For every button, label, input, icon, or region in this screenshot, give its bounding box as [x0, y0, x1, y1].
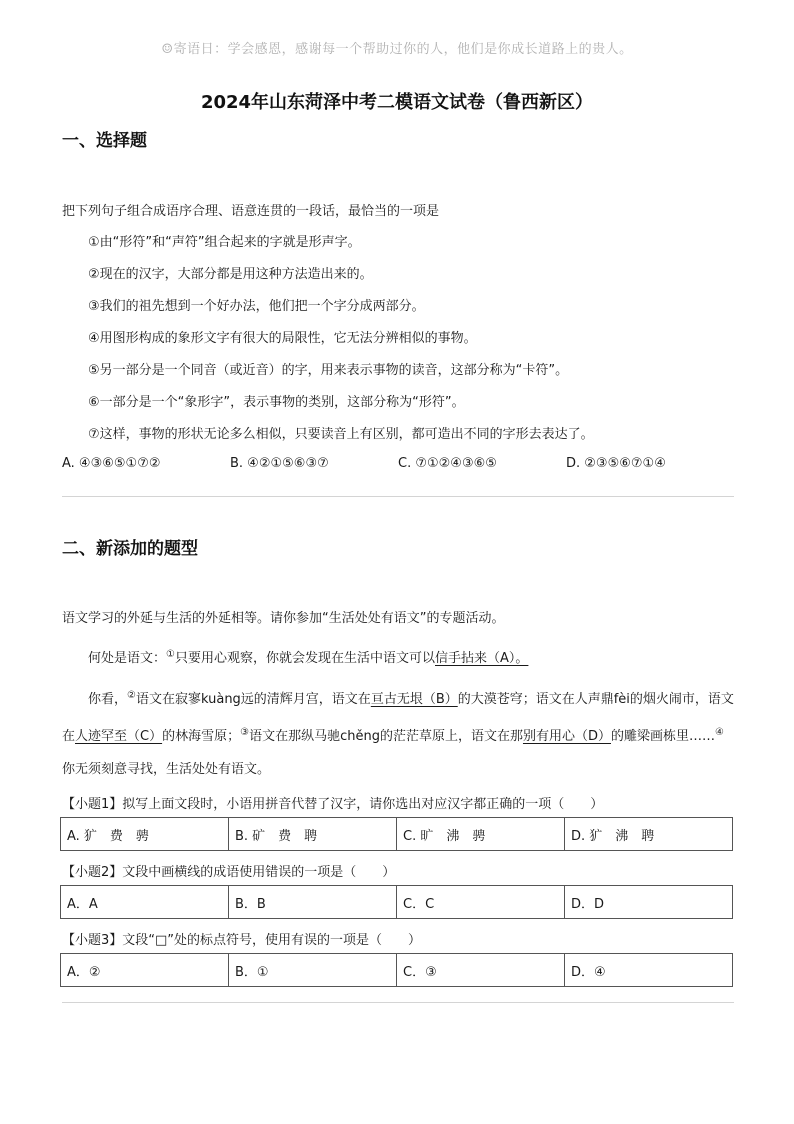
sentence-3: ③我们的祖先想到一个好办法，他们把一个字分成两部分。	[88, 299, 425, 314]
q3-option-c[interactable]: C．③	[397, 954, 565, 987]
q3-option-d[interactable]: D．④	[565, 954, 733, 987]
marker-1: ①	[166, 649, 175, 660]
question-prompt: 把下列句子组合成语序合理、语意连贯的一段话，最恰当的一项是	[62, 204, 440, 219]
divider-bottom	[62, 1002, 734, 1003]
option-d[interactable]: D. ②③⑤⑥⑦①④	[566, 456, 666, 471]
q3-option-b[interactable]: B．①	[229, 954, 397, 987]
q1-option-b[interactable]: B. 矿 费 聘	[229, 818, 397, 851]
section-2-intro: 语文学习的外延与生活的外延相等。请你参加“生活处处有语文”的专题活动。	[62, 611, 505, 626]
passage-text: 只要用心观察，你就会发现在生活中语文可以	[174, 651, 435, 666]
para-text-2: 的大漠苍穹；语文在人声鼎fèi的烟火闹市，语文在	[62, 692, 734, 744]
marker-3: ③	[240, 727, 250, 738]
subquestion-3-label: 【小题3】文段“□”处的标点符号，使用有误的一项是（ ）	[62, 933, 422, 948]
q1-option-c[interactable]: C. 旷 沸 骋	[397, 818, 565, 851]
q3-option-a[interactable]: A．②	[61, 954, 229, 987]
para-text-4: 语文在那纵马驰chěng的茫茫草原上，语文在那	[249, 729, 523, 744]
passage-line	[88, 646, 528, 668]
sentence-4: ④用图形构成的象形文字有很大的局限性，它无法分辨相似的事物。	[88, 331, 477, 346]
para-lead: 你看，	[88, 692, 128, 707]
subquestion-2-options	[60, 885, 733, 919]
sentence-1: ①由“形符”和“声符”组合起来的字就是形声字。	[88, 235, 361, 250]
passage-paragraph	[62, 679, 734, 786]
q1-option-d[interactable]: D. 犷 沸 聘	[565, 818, 733, 851]
section-2-heading: 二、新添加的题型	[62, 539, 198, 559]
passage-lead: 何处是语文：	[88, 651, 167, 666]
option-c[interactable]: C. ⑦①②④③⑥⑤	[398, 456, 497, 471]
q2-option-b[interactable]: B．B	[229, 886, 397, 919]
header-motto: ☺寄语日：学会感恩，感谢每一个帮助过你的人，他们是你成长道路上的贵人。	[161, 42, 633, 57]
q2-option-c[interactable]: C．C	[397, 886, 565, 919]
marker-4: ④	[715, 727, 724, 738]
page-title: 2024年山东菏泽中考二模语文试卷（鲁西新区）	[200, 92, 594, 113]
q2-option-d[interactable]: D．D	[565, 886, 733, 919]
idiom-b: 亘古无垠（B）	[370, 692, 458, 707]
q2-option-a[interactable]: A．A	[61, 886, 229, 919]
sentence-2: ②现在的汉字，大部分都是用这种方法造出来的。	[88, 267, 373, 282]
section-1-heading: 一、选择题	[62, 131, 147, 151]
option-a[interactable]: A. ④③⑥⑤①⑦②	[62, 456, 161, 471]
q1-option-a[interactable]: A. 犷 费 骋	[61, 818, 229, 851]
idiom-a: 信手拈来（A）。	[435, 651, 529, 666]
marker-2: ②	[127, 690, 136, 701]
para-text-1: 语文在寂寥kuàng远的清辉月宫，语文在	[135, 692, 371, 707]
subquestion-2-label: 【小题2】文段中画横线的成语使用错误的一项是（ ）	[62, 865, 396, 880]
divider	[62, 496, 734, 497]
idiom-d: 别有用心（D）	[522, 729, 611, 744]
para-text-3: 的林海雪原；	[162, 729, 241, 744]
subquestion-3-options	[60, 953, 733, 987]
subquestion-1-options	[60, 817, 733, 851]
idiom-c: 人迹罕至（C）	[75, 729, 163, 744]
option-b[interactable]: B. ④②①⑤⑥③⑦	[230, 456, 329, 471]
sentence-7: ⑦这样，事物的形状无论多么相似，只要读音上有区别，都可造出不同的字形去表达了。	[88, 427, 594, 442]
sentence-5: ⑤另一部分是一个同音（或近音）的字，用来表示事物的读音，这部分称为“卡符”。	[88, 363, 569, 378]
para-text-6: 你无须刻意寻找，生活处处有语文。	[62, 762, 271, 777]
sentence-6: ⑥一部分是一个“象形字”，表示事物的类别，这部分称为“形符”。	[88, 395, 465, 410]
subquestion-1-label: 【小题1】拟写上面文段时，小语用拼音代替了汉字，请你选出对应汉字都正确的一项（ ）	[62, 797, 604, 812]
para-text-5: 的雕梁画栋里……	[610, 729, 715, 744]
